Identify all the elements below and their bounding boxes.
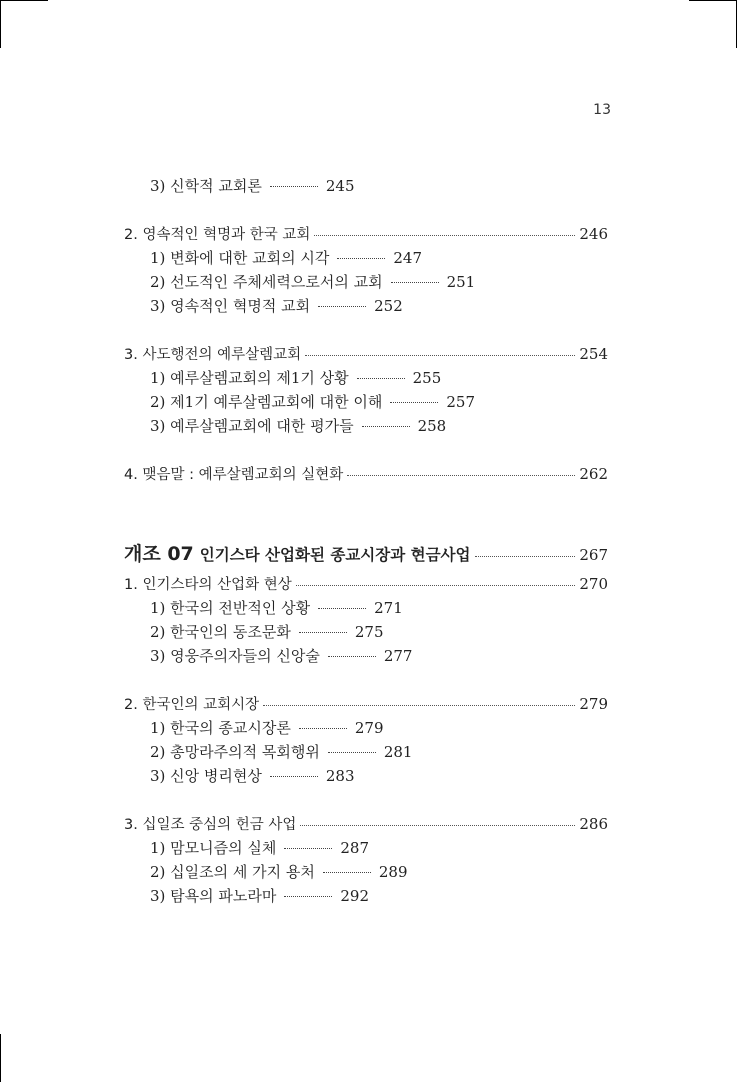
- dot-leader: [300, 825, 575, 826]
- chapter-number: 개조 07: [124, 543, 194, 565]
- entry-title: 2. 영속적인 혁명과 한국 교회: [124, 227, 311, 243]
- entry-page-number: 251: [446, 273, 476, 291]
- entry-title: 1) 예루살렘교회의 제1기 상황: [150, 369, 349, 387]
- dot-leader: [299, 632, 347, 633]
- entry-title: 1) 한국의 종교시장론: [150, 719, 291, 737]
- entry-page-number: 289: [378, 863, 408, 881]
- entry-page-number: 292: [340, 887, 370, 905]
- entry-title: 4. 맺음말 : 예루살렘교회의 실현화: [124, 467, 344, 483]
- entry-title: 3) 영웅주의자들의 신앙술: [150, 647, 320, 665]
- entry-title: 1) 한국의 전반적인 상황: [150, 599, 311, 617]
- entry-page-number: 247: [393, 249, 423, 267]
- entry-title: 3) 신학적 교회론: [150, 177, 262, 195]
- entry-page-number: 287: [340, 839, 370, 857]
- entry-title: 1. 인기스타의 산업화 현상: [124, 577, 292, 593]
- chapter-title: 인기스타 산업화된 종교시장과 현금사업: [199, 546, 471, 564]
- toc-subsection-entry: [150, 837, 369, 858]
- toc-subsection-entry: [150, 415, 446, 436]
- toc-section-entry: [124, 573, 608, 594]
- toc-subsection-entry: [150, 621, 384, 642]
- toc-subsection-entry: [150, 861, 408, 882]
- dot-leader: [391, 282, 439, 283]
- toc-subsection-entry: [150, 295, 403, 316]
- dot-leader: [284, 848, 332, 849]
- dot-leader: [323, 872, 371, 873]
- dot-leader: [328, 752, 376, 753]
- dot-leader: [337, 258, 385, 259]
- entry-page-number: 245: [325, 177, 355, 195]
- toc-subsection-entry: [150, 175, 355, 196]
- entry-page-number: 277: [383, 647, 413, 665]
- toc-subsection-entry: [150, 645, 412, 666]
- toc-section-entry: [124, 463, 608, 484]
- dot-leader: [328, 656, 376, 657]
- dot-leader: [270, 776, 318, 777]
- toc-subsection-entry: [150, 741, 412, 762]
- entry-page-number: 246: [579, 225, 608, 243]
- entry-page-number: 262: [579, 465, 608, 483]
- toc-section-entry: [124, 813, 608, 834]
- entry-page-number: 258: [417, 417, 447, 435]
- entry-title: 2) 선도적인 주체세력으로서의 교회: [150, 273, 383, 291]
- entry-page-number: 279: [579, 695, 608, 713]
- entry-page-number: 267: [579, 546, 608, 564]
- toc-subsection-entry: [150, 247, 422, 268]
- dot-leader: [362, 426, 410, 427]
- toc-subsection-entry: [150, 271, 475, 292]
- entry-title: 3. 십일조 중심의 헌금 사업: [124, 817, 297, 833]
- entry-page-number: 279: [354, 719, 384, 737]
- dot-leader: [347, 475, 575, 476]
- entry-page-number: 286: [579, 815, 608, 833]
- page-number: 13: [593, 102, 611, 118]
- entry-title: 1) 맘모니즘의 실체: [150, 839, 277, 857]
- toc-subsection-entry: [150, 765, 355, 786]
- dot-leader: [299, 728, 347, 729]
- dot-leader: [284, 896, 332, 897]
- entry-page-number: 270: [579, 575, 608, 593]
- dot-leader: [305, 355, 575, 356]
- toc-section-entry: [124, 693, 608, 714]
- dot-leader: [357, 378, 405, 379]
- entry-page-number: 271: [374, 599, 403, 617]
- dot-leader: [296, 585, 576, 586]
- dot-leader: [318, 608, 366, 609]
- entry-page-number: 283: [325, 767, 355, 785]
- dot-leader: [475, 556, 576, 557]
- entry-page-number: 255: [412, 369, 442, 387]
- dot-leader: [270, 186, 318, 187]
- entry-page-number: 254: [579, 345, 608, 363]
- toc-section-entry: [124, 343, 608, 364]
- entry-title: 1) 변화에 대한 교회의 시각: [150, 249, 330, 267]
- entry-page-number: 252: [374, 297, 403, 315]
- dot-leader: [318, 306, 366, 307]
- entry-title: 2) 제1기 예루살렘교회에 대한 이해: [150, 393, 383, 411]
- toc-chapter-entry: [124, 539, 608, 566]
- entry-title: 2) 총망라주의적 목회행위: [150, 743, 320, 761]
- entry-title: 3) 영속적인 혁명적 교회: [150, 297, 311, 315]
- entry-title: 3) 신앙 병리현상: [150, 767, 262, 785]
- entry-title: 2) 한국인의 동조문화: [150, 623, 291, 641]
- entry-title: 2) 십일조의 세 가지 용처: [150, 863, 315, 881]
- dot-leader: [314, 235, 575, 236]
- dot-leader: [390, 402, 438, 403]
- entry-page-number: 257: [446, 393, 476, 411]
- toc-subsection-entry: [150, 391, 475, 412]
- entry-title: 3. 사도행전의 예루살렘교회: [124, 347, 302, 363]
- toc-subsection-entry: [150, 597, 403, 618]
- entry-title: 3) 예루살렘교회에 대한 평가들: [150, 417, 354, 435]
- entry-title: 3) 탐욕의 파노라마: [150, 887, 277, 905]
- entry-page-number: 275: [354, 623, 384, 641]
- toc-subsection-entry: [150, 885, 369, 906]
- entry-title: 2. 한국인의 교회시장: [124, 697, 260, 713]
- toc-subsection-entry: [150, 367, 441, 388]
- toc-section-entry: [124, 223, 608, 244]
- toc-subsection-entry: [150, 717, 384, 738]
- entry-page-number: 281: [383, 743, 413, 761]
- dot-leader: [263, 705, 575, 706]
